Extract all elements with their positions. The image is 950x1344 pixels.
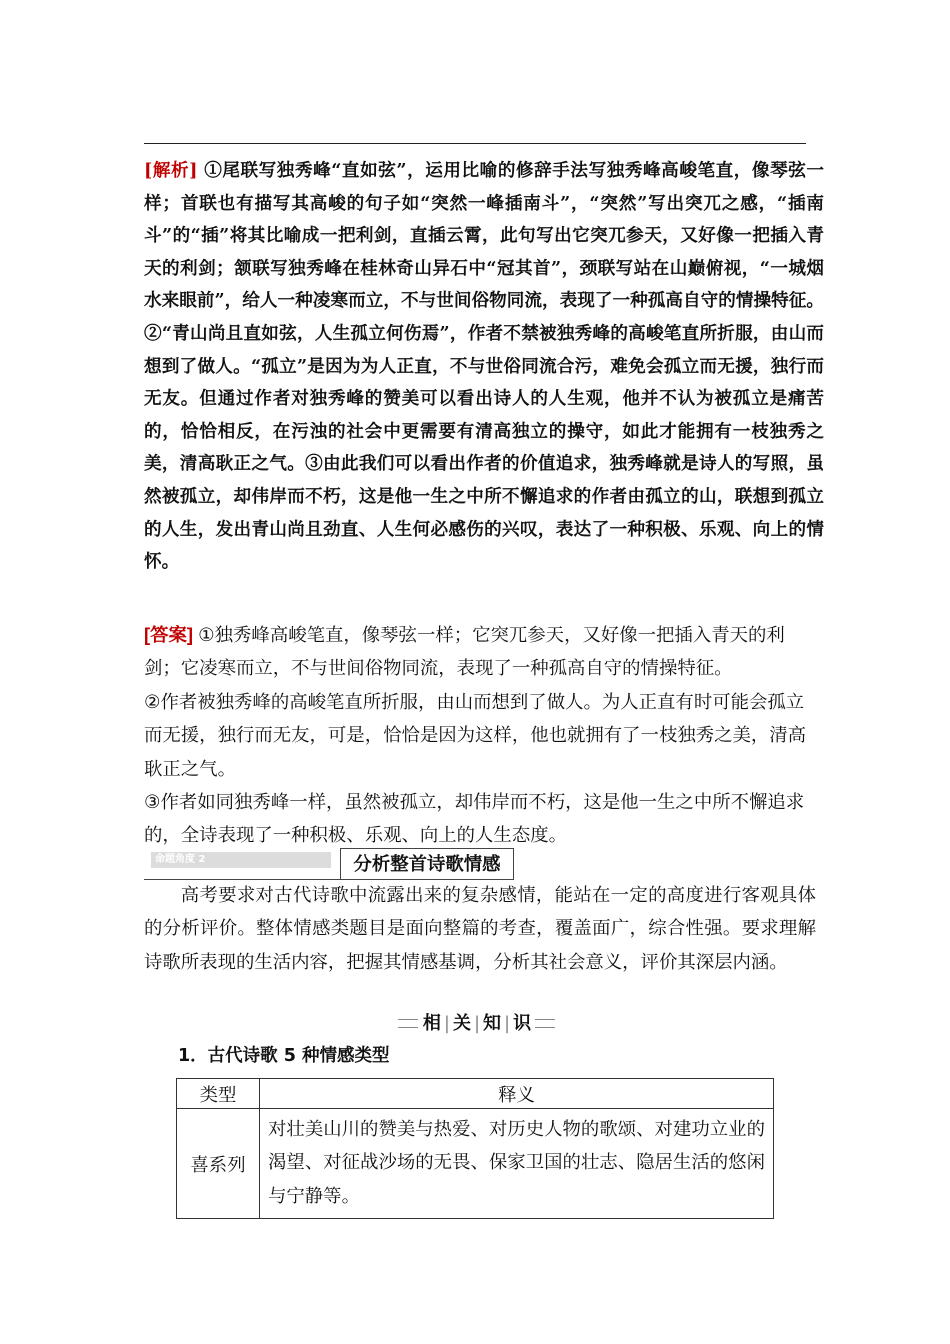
related-char-2: 关 xyxy=(452,1013,471,1034)
left-decoration xyxy=(398,1019,418,1028)
table-row xyxy=(177,1109,774,1219)
subheading: 1．古代诗歌 5 种情感类型 xyxy=(178,1046,390,1066)
answer-block xyxy=(144,618,816,852)
table-header-row xyxy=(177,1079,774,1109)
related-knowledge-title: 相 | 关 | 知 | 识 xyxy=(422,1013,532,1034)
right-decoration xyxy=(535,1019,555,1028)
answer-p1-text: ①独秀峰高峻笔直，像琴弦一样；它突兀参天，又好像一把插入青天的利剑；它凌寒而立，不与世间俗物同流，表现了一种孤高自守的情操特征。 xyxy=(144,624,785,679)
angle-box xyxy=(144,848,340,880)
intro-paragraph: 高考要求对古代诗歌中流露出来的复杂感情，能站在一定的高度进行客观具体的分析评价。整体情感类题目是面向整篇的考查，覆盖面广，综合性强。要求理解诗歌所表现的生活内容，把握其情感基调，分析其社会意义，评价其深层内涵。 xyxy=(144,884,816,972)
analysis-paragraph xyxy=(144,155,824,579)
analysis-text: ①尾联写独秀峰“直如弦”，运用比喻的修辞手法写独秀峰高峻笔直，像琴弦一样；首联也有描写其高峻的句子如“突然一峰插南斗”，“突然”写出突兀之感，“插南斗”的“插”将其比喻成一把利剑，直插云霄，此句写出它突兀参天，又好像一把插入青天的利剑；颔联写独秀峰在桂林奇山异石中“冠其首”，颈联写站在山巅俯视，“一城烟水来眼前”，给人一种凌寒而立，不与世间俗物同流，表现了一种孤高自守的情操特征。②“青山尚且直如弦，人生孤立何伤焉”，作者不禁被独秀峰的高峻笔直所折服，由山而想到了做人。“孤立”是因为为人正直，不与世俗同流合污，难免会孤立而无援，独行而无友。但通过作者对独秀峰的赞美可以看出诗人的人生观，他并不认为被孤立是痛苦的，恰恰相反，在污浊的社会中更需要有清高独立的操守，如此才能拥有一枝独秀之美，清高耿正之气。③由此我们可以看出作者的价值追求，独秀峰就是诗人的写照，虽然被孤立，却伟岸而不朽，这是他一生之中所不懈追求的作者由孤立的山，联想到孤立的人生，发出青山尚且劲直、人生何必感伤的兴叹，表达了一种积极、乐观、向上的情怀。 xyxy=(144,160,824,573)
answer-p2: ②作者被独秀峰的高峻笔直所折服，由山而想到了做人。为人正直有时可能会孤立而无援，独行而无友，可是，恰恰是因为这样，他也就拥有了一枝独秀之美，清高耿正之气。 xyxy=(144,690,807,779)
header-desc: 释义 xyxy=(260,1079,774,1109)
angle-label: 命题角度 2 xyxy=(151,852,331,868)
related-char-1: 相 xyxy=(422,1013,441,1034)
top-rule xyxy=(144,143,806,144)
related-char-3: 知 xyxy=(483,1013,502,1034)
answer-p3: ③作者如同独秀峰一样，虽然被孤立，却伟岸而不朽，这是他一生之中所不懈追求的，全诗表现了一种积极、乐观、向上的人生态度。 xyxy=(144,791,805,846)
related-char-4: 识 xyxy=(513,1013,532,1034)
cell-type: 喜系列 xyxy=(177,1109,260,1219)
emotion-types-table xyxy=(176,1078,774,1219)
cell-desc: 对壮美山川的赞美与热爱、对历史人物的歌颂、对建功立业的渴望、对征战沙场的无畏、保家卫国的壮志、隐居生活的悠闲与宁静等。 xyxy=(260,1109,774,1219)
section-heading xyxy=(144,848,514,880)
section-title: 分析整首诗歌情感 xyxy=(340,848,514,880)
answer-p1 xyxy=(144,618,816,685)
analysis-tag: [解析] xyxy=(144,160,198,181)
header-type: 类型 xyxy=(177,1079,260,1109)
related-knowledge-header xyxy=(398,1012,558,1038)
answer-tag: [答案] xyxy=(144,624,194,645)
